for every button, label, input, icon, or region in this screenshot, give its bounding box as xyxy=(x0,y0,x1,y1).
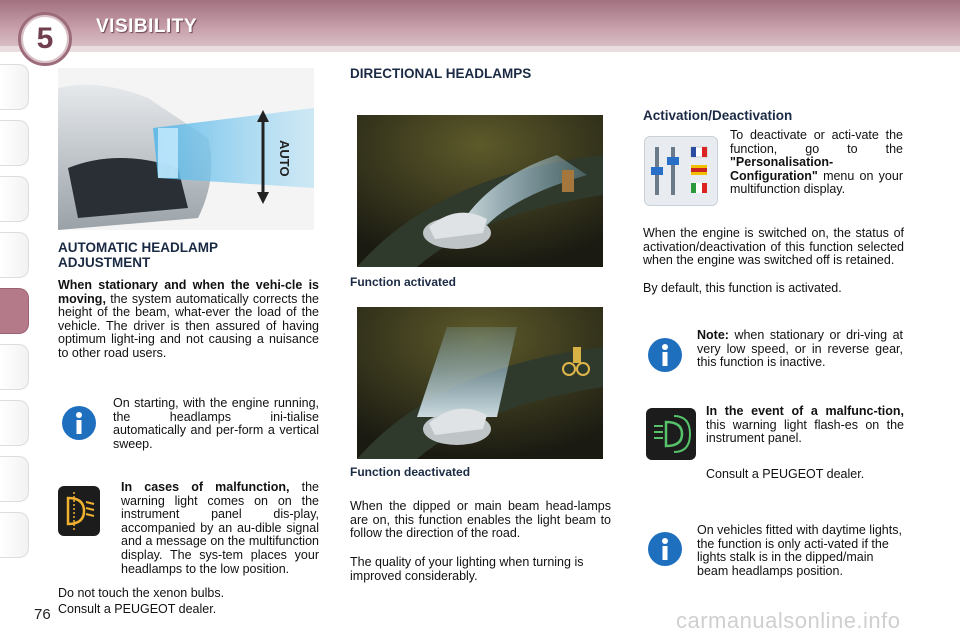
auto-malfunction-text: the warning light comes on on the instrument panel dis-play, accompanied by an au-dible signal and a message on the multifunction display. The sys-tem places your headlamps to the low position. xyxy=(121,480,319,576)
auto-consult-dealer: Consult a PEUGEOT dealer. xyxy=(58,602,217,616)
auto-info-paragraph: On starting, with the engine running, the headlamps ini-tialise automatically and per-form a vertical sweep. xyxy=(113,396,319,451)
headlamp-adjust-warning-icon xyxy=(58,486,100,536)
header-band xyxy=(0,46,960,52)
side-tab-2[interactable] xyxy=(0,120,29,166)
chapter-title: VISIBILITY xyxy=(96,16,198,37)
note-text: when stationary or dri-ving at very low speed, or in reverse gear, this function is inactive. xyxy=(697,328,903,370)
personalisation-menu-icon xyxy=(644,136,718,206)
auto-intro-paragraph xyxy=(58,279,319,361)
auto-malfunction-bold: In cases of malfunction, xyxy=(121,480,290,494)
activation-heading: Activation/Deactivation xyxy=(643,108,793,123)
personalisation-menu-name: "Personalisation-Configuration" xyxy=(730,155,834,183)
deactivation-instructions xyxy=(730,129,903,197)
side-tab-6[interactable] xyxy=(0,344,29,390)
directional-para-1: When the dipped or main beam head-lamps are on, this function enables the light beam to follow the direction of the road. xyxy=(350,499,611,541)
function-activated-figure xyxy=(357,115,603,267)
chapter-side-tabs xyxy=(0,64,34,568)
headlamp-adjustment-figure xyxy=(58,68,314,230)
auto-adjustment-heading: AUTOMATIC HEADLAMP ADJUSTMENT xyxy=(58,240,218,270)
activation-malfunction-paragraph xyxy=(706,405,904,446)
info-icon xyxy=(60,404,98,442)
deactivation-text-post: menu on your multifunction display. xyxy=(730,168,903,197)
deactivation-text-pre: To deactivate or acti-vate the function, go to the xyxy=(730,128,903,156)
side-tab-9[interactable] xyxy=(0,512,29,558)
activation-default-paragraph: By default, this function is activated. xyxy=(643,281,842,295)
auto-intro-text: the system automatically corrects the height of the beam, what-ever the load of the vehicle. The driver is then assured of having optimum light-ing and not causing a nuisance to other road users. xyxy=(58,291,319,360)
auto-malfunction-paragraph xyxy=(121,481,319,576)
side-tab-1[interactable] xyxy=(0,64,29,110)
side-tab-4[interactable] xyxy=(0,232,29,278)
directional-para-2: The quality of your lighting when turning is improved considerably. xyxy=(350,555,584,583)
auto-label: AUTO xyxy=(277,140,292,177)
activation-malfunction-text: this warning light flash-es on the instrument panel. xyxy=(706,417,904,446)
activation-status-paragraph: When the engine is switched on, the status of activation/deactivation of this function selected when the engine was switched off is retained. xyxy=(643,226,904,268)
activation-consult-dealer: Consult a PEUGEOT dealer. xyxy=(706,467,865,481)
watermark: carmanualsonline.info xyxy=(676,608,901,633)
activation-malfunction-bold: In the event of a malfunc-tion, xyxy=(706,404,904,418)
activation-note xyxy=(697,329,903,370)
side-tab-5-active[interactable] xyxy=(0,288,29,334)
page-number: 76 xyxy=(34,606,51,623)
directional-warning-light-icon xyxy=(646,408,696,460)
daytime-lights-paragraph: On vehicles fitted with daytime lights, the function is only acti-vated if the lights stalk is in the dipped/main beam headlamps position. xyxy=(697,523,902,578)
info-icon xyxy=(646,530,684,568)
note-label: Note: xyxy=(697,328,729,342)
function-deactivated-caption: Function deactivated xyxy=(350,465,471,479)
info-icon xyxy=(646,336,684,374)
side-tab-3[interactable] xyxy=(0,176,29,222)
function-activated-caption: Function activated xyxy=(350,275,457,289)
function-deactivated-figure xyxy=(357,307,603,459)
auto-intro-bold: When stationary and when the vehi-cle is moving, xyxy=(58,278,319,306)
xenon-warning: Do not touch the xenon bulbs. xyxy=(58,586,225,600)
directional-headlamps-heading: DIRECTIONAL HEADLAMPS xyxy=(350,66,532,81)
side-tab-8[interactable] xyxy=(0,456,29,502)
side-tab-7[interactable] xyxy=(0,400,29,446)
chapter-number-badge: 5 xyxy=(18,12,72,66)
